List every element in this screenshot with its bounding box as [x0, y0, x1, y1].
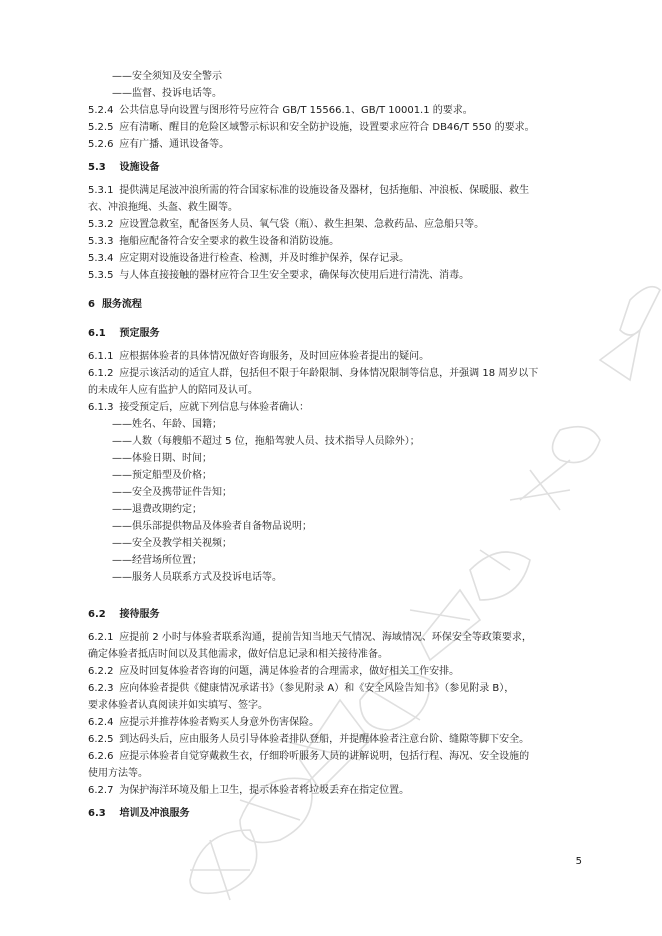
section-heading-6 — [88, 296, 588, 313]
clause-6-1-2 — [88, 365, 588, 382]
clause-6-2-5 — [88, 731, 588, 748]
document-body — [88, 68, 588, 822]
clause-text: 与人体直接接触的器材应符合卫生安全要求，确保每次使用后进行清洗、消毒。 — [119, 270, 470, 281]
section-heading-6-1 — [88, 325, 588, 342]
clause-text: 拖船应配备符合安全要求的救生设备和消防设施。 — [119, 236, 340, 247]
clause-text: 应提示并推荐体验者购买人身意外伤害保险。 — [119, 717, 320, 728]
clause-text: 应提示体验者自觉穿戴救生衣，仔细聆听服务人员的讲解说明，包括行程、海况、安全设施的 — [119, 751, 530, 762]
list-item: ——服务人员联系方式及投诉电话等。 — [112, 572, 282, 583]
list-item: ——经营场所位置； — [112, 555, 202, 566]
clause-number: 6.2.1 — [88, 632, 114, 643]
clause-number: 6.2.7 — [88, 785, 114, 796]
list-item: ——俱乐部提供物品及体验者自备物品说明； — [112, 521, 312, 532]
section-number: 6 — [88, 299, 95, 310]
clause-6-2-3 — [88, 680, 588, 697]
list-item: ——姓名、年龄、国籍； — [112, 419, 222, 430]
section-heading-5-3 — [88, 159, 588, 176]
clause-number: 6.2.3 — [88, 683, 114, 694]
section-number: 6.3 — [88, 808, 106, 819]
clause-5-3-5 — [88, 267, 588, 284]
clause-5-3-4 — [88, 250, 588, 267]
clause-text: 应有广播、通讯设备等。 — [119, 139, 230, 150]
clause-text: 应定期对设施设备进行检查、检测，并及时维护保养，保存记录。 — [119, 253, 410, 264]
clause-number: 6.2.5 — [88, 734, 114, 745]
section-number: 5.3 — [88, 162, 106, 173]
clause-text: 为保护海洋环境及船上卫生，提示体验者将垃圾丢弃在指定位置。 — [119, 785, 410, 796]
clause-number: 6.2.4 — [88, 717, 114, 728]
clause-number: 5.3.5 — [88, 270, 114, 281]
clause-6-2-1 — [88, 629, 588, 646]
text-line: ——安全须知及安全警示 — [112, 71, 222, 82]
clause-6-2-2 — [88, 663, 588, 680]
clause-text: 应提示该活动的适宜人群，包括但不限于年龄限制、身体情况限制等信息，并强调 18 周岁以下 — [119, 368, 539, 379]
clause-6-1-1 — [88, 348, 588, 365]
clause-6-1-3 — [88, 399, 588, 416]
section-number: 6.1 — [88, 328, 106, 339]
clause-5-3-2 — [88, 216, 588, 233]
section-title: 培训及冲浪服务 — [119, 808, 190, 819]
clause-5-3-3 — [88, 233, 588, 250]
clause-text: 到达码头后，应由服务人员引导体验者排队登船，并提醒体验者注意台阶、缝隙等脚下安全。 — [119, 734, 530, 745]
section-heading-6-3 — [88, 805, 588, 822]
clause-continuation: 确定体验者抵店时间以及其他需求，做好信息记录和相关接待准备。 — [88, 649, 388, 660]
list-item: ——预定船型及价格； — [112, 470, 212, 481]
clause-5-3-1 — [88, 182, 588, 199]
clause-number: 5.3.2 — [88, 219, 114, 230]
clause-text: 应根据体验者的具体情况做好咨询服务，及时回应体验者提出的疑问。 — [119, 351, 430, 362]
clause-number: 6.2.2 — [88, 666, 114, 677]
clause-6-2-4 — [88, 714, 588, 731]
clause-continuation: 的未成年人应有监护人的陪同及认可。 — [88, 385, 258, 396]
list-item: ——体验日期、时间； — [112, 453, 212, 464]
clause-number: 5.2.6 — [88, 139, 114, 150]
clause-number: 5.2.5 — [88, 122, 114, 133]
clause-6-2-6 — [88, 748, 588, 765]
clause-continuation: 要求体验者认真阅读并如实填写、签字。 — [88, 700, 268, 711]
clause-number: 5.3.3 — [88, 236, 114, 247]
clause-number: 5.2.4 — [88, 105, 114, 116]
clause-5-2-6 — [88, 136, 588, 153]
section-title: 服务流程 — [101, 299, 142, 310]
clause-text: 接受预定后，应就下列信息与体验者确认： — [119, 402, 310, 413]
clause-5-2-4 — [88, 102, 588, 119]
clause-number: 6.1.1 — [88, 351, 114, 362]
clause-text: 应设置急救室，配备医务人员、氧气袋（瓶）、救生担架、急救药品、应急船只等。 — [119, 219, 485, 230]
clause-number: 5.3.1 — [88, 185, 114, 196]
section-title: 接待服务 — [119, 609, 160, 620]
list-item: ——安全及教学相关视频； — [112, 538, 232, 549]
clause-text: 应及时回复体验者咨询的问题，满足体验者的合理需求，做好相关工作安排。 — [119, 666, 460, 677]
clause-5-2-5 — [88, 119, 588, 136]
clause-text: 应提前 2 小时与体验者联系沟通，提前告知当地天气情况、海域情况、环保安全等政策要求， — [119, 632, 532, 643]
list-item: ——安全及携带证件告知； — [112, 487, 232, 498]
clause-6-2-7 — [88, 782, 588, 799]
clause-continuation: 使用方法等。 — [88, 768, 148, 779]
page-number: 5 — [575, 856, 582, 867]
section-title: 预定服务 — [119, 328, 160, 339]
list-item: ——人数（每艘船不超过 5 位，拖船驾驶人员、技术指导人员除外）； — [112, 436, 420, 447]
clause-text: 公共信息导向设置与图形符号应符合 GB/T 15566.1、GB/T 10001.1 的要求。 — [119, 105, 473, 116]
clause-continuation: 衣、冲浪拖绳、头盔、救生圈等。 — [88, 202, 238, 213]
clause-number: 5.3.4 — [88, 253, 114, 264]
clause-number: 6.2.6 — [88, 751, 114, 762]
clause-number: 6.1.2 — [88, 368, 114, 379]
section-title: 设施设备 — [119, 162, 160, 173]
clause-text: 应向体验者提供《健康情况承诺书》（参见附录 A）和《安全风险告知书》（参见附录 B）， — [119, 683, 515, 694]
section-heading-6-2 — [88, 606, 588, 623]
clause-text: 应有清晰、醒目的危险区域警示标识和安全防护设施，设置要求应符合 DB46/T 550 的要求。 — [119, 122, 535, 133]
section-number: 6.2 — [88, 609, 106, 620]
list-item: ——退费改期约定； — [112, 504, 202, 515]
clause-number: 6.1.3 — [88, 402, 114, 413]
clause-text: 提供满足尾波冲浪所需的符合国家标准的设施设备及器材，包括拖船、冲浪板、保暖服、救生 — [119, 185, 530, 196]
text-line: ——监督、投诉电话等。 — [112, 88, 222, 99]
